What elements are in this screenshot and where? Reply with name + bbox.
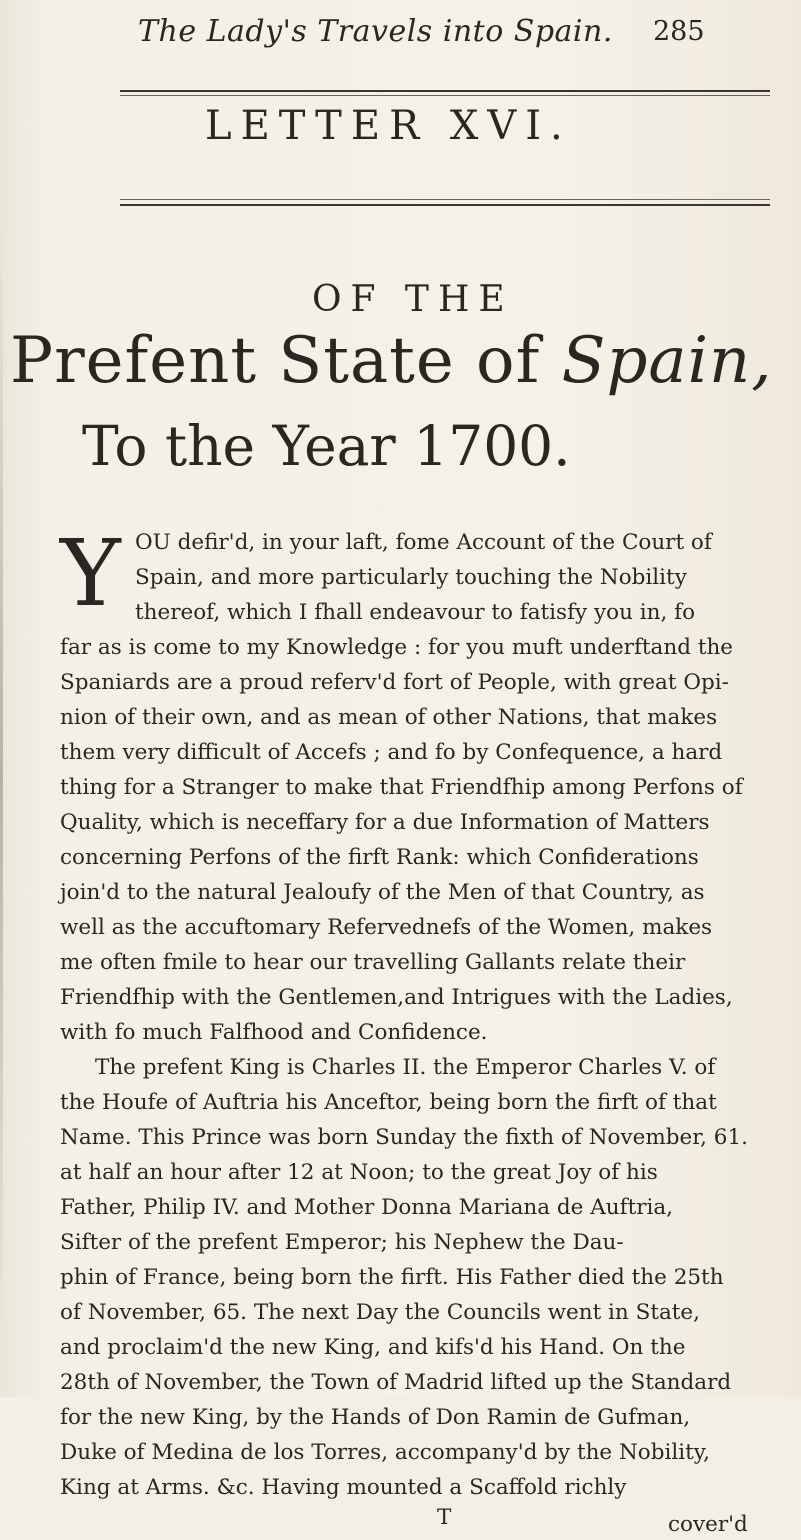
text-line: Name. This Prince was born Sunday the fixth of November, 61. <box>60 1125 748 1150</box>
text-line: King at Arms. &c. Having mounted a Scaffold richly <box>60 1475 627 1500</box>
main-title-part2: Spain, <box>561 324 773 398</box>
text-line: Quality, which is neceffary for a due Information of Matters <box>60 810 710 835</box>
text-line: thereof, which I fhall endeavour to fatisfy you in, fo <box>135 600 696 625</box>
text-line: Father, Philip IV. and Mother Donna Mariana de Auftria, <box>60 1195 674 1220</box>
top-rule-inner <box>120 95 770 96</box>
text-line: OU defir'd, in your laft, fome Account of the Court of <box>135 530 712 555</box>
text-line: the Houfe of Auftria his Anceftor, being born the firft of that <box>60 1090 717 1115</box>
text-line: phin of France, being born the firft. His Father died the 25th <box>60 1265 724 1290</box>
page-gutter-shadow <box>0 228 3 1328</box>
text-line: thing for a Stranger to make that Friendfhip among Perfons of <box>60 775 743 800</box>
text-line: join'd to the natural Jealoufy of the Men of that Country, as <box>60 880 705 905</box>
text-line: and proclaim'd the new King, and kifs'd his Hand. On the <box>60 1335 686 1360</box>
catchword: cover'd <box>668 1512 748 1537</box>
text-line: well as the accuftomary Refervednefs of the Women, makes <box>60 915 713 940</box>
text-line: Friendfhip with the Gentlemen,and Intrigues with the Ladies, <box>60 985 733 1010</box>
text-line: for the new King, by the Hands of Don Ramin de Gufman, <box>60 1405 691 1430</box>
text-line: them very difficult of Accefs ; and fo by Confequence, a hard <box>60 740 723 765</box>
main-title <box>10 324 773 398</box>
text-line: The prefent King is Charles II. the Emperor Charles V. of <box>95 1055 716 1080</box>
top-rule <box>120 90 770 92</box>
letter-heading: LETTER XVI. <box>205 103 572 149</box>
main-title-part1: Prefent State of <box>10 324 541 398</box>
drop-cap: Y <box>60 520 121 627</box>
text-line: far as is come to my Knowledge : for you muft underftand the <box>60 635 734 660</box>
text-line: Spain, and more particularly touching the Nobility <box>135 565 687 590</box>
running-title: The Lady's Travels into Spain. <box>138 14 613 49</box>
text-line: with fo much Falfhood and Confidence. <box>60 1020 488 1045</box>
text-line: nion of their own, and as mean of other Nations, that makes <box>60 705 718 730</box>
page-header <box>0 12 801 52</box>
text-line: Sifter of the prefent Emperor; his Nephew the Dau- <box>60 1230 624 1255</box>
section-intro: OF THE <box>312 279 514 320</box>
text-line: of November, 65. The next Day the Councils went in State, <box>60 1300 700 1325</box>
page-number: 285 <box>653 16 705 47</box>
text-line: me often fmile to hear our travelling Gallants relate their <box>60 950 686 975</box>
sub-title: To the Year 1700. <box>82 414 571 478</box>
signature-mark: T <box>437 1505 452 1530</box>
text-line: concerning Perfons of the firft Rank: which Confiderations <box>60 845 699 870</box>
text-line: Spaniards are a proud referv'd fort of People, with great Opi- <box>60 670 729 695</box>
text-line: at half an hour after 12 at Noon; to the great Joy of his <box>60 1160 658 1185</box>
text-line: Duke of Medina de los Torres, accompany'd by the Nobility, <box>60 1440 710 1465</box>
text-line: 28th of November, the Town of Madrid lifted up the Standard <box>60 1370 732 1395</box>
bottom-rule <box>120 204 770 206</box>
bottom-rule-inner <box>120 199 770 200</box>
